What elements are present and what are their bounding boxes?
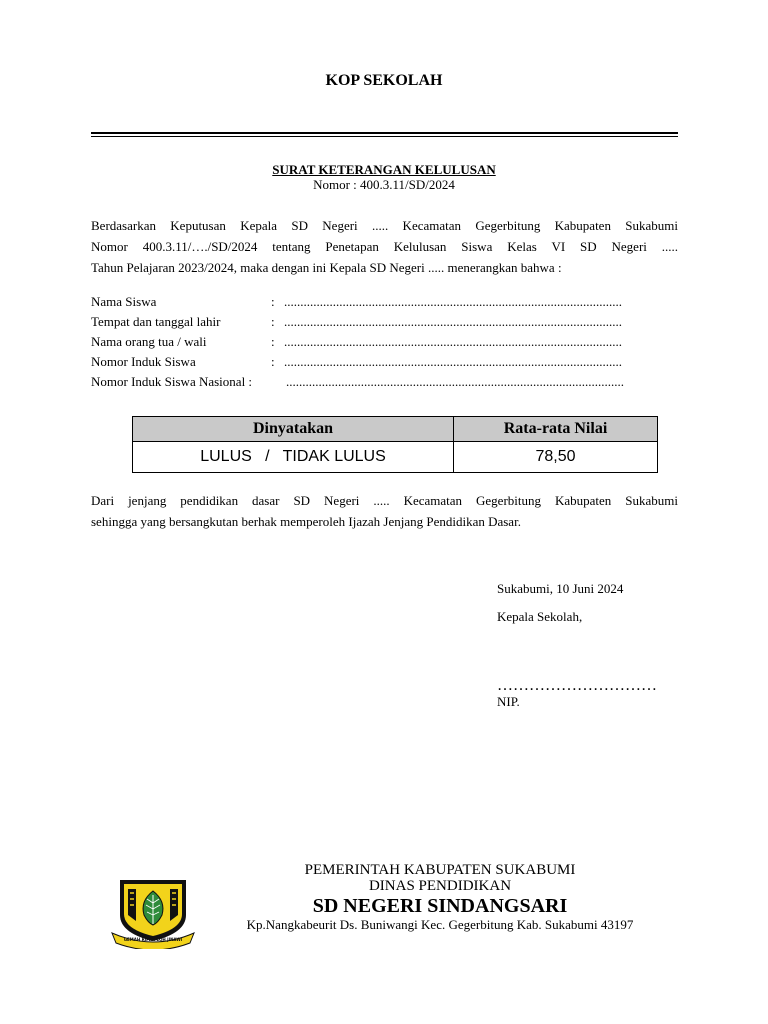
letterhead-double-rule-top bbox=[91, 132, 678, 134]
result-status: LULUS / TIDAK LULUS bbox=[200, 448, 386, 465]
signature-position: Kepala Sekolah, bbox=[497, 609, 583, 624]
intro-line-2: Nomor 400.3.11/…./SD/2024 tentang Penetapan Kelulusan Siswa Kelas VI SD Negeri ..... bbox=[91, 239, 678, 254]
field-colon: : bbox=[271, 314, 275, 329]
footer-government: PEMERINTAH KABUPATEN SUKABUMI bbox=[304, 862, 576, 878]
field-blank-parent-name: ........................................................................................................ bbox=[284, 334, 622, 349]
signature-name-blank: ………………………… bbox=[497, 677, 657, 694]
table-header-row bbox=[133, 417, 658, 442]
logo-ribbon-text: GEMAH RIPAH LOH JINAWI bbox=[123, 937, 183, 942]
field-blank-student-name: ........................................................................................................ bbox=[284, 294, 622, 309]
footer-department: DINAS PENDIDIKAN bbox=[368, 878, 512, 894]
intro-line-1: Berdasarkan Keputusan Kepala SD Negeri ..... Kecamatan Gegerbitung Kabupaten Sukabumi bbox=[91, 218, 678, 233]
letterhead-title: KOP SEKOLAH bbox=[325, 72, 443, 89]
signature-place-date: Sukabumi, 10 Juni 2024 bbox=[497, 581, 624, 596]
field-label-parent-name: Nama orang tua / wali bbox=[91, 334, 207, 349]
regency-emblem-logo bbox=[110, 877, 196, 949]
document-title: SURAT KETERANGAN KELULUSAN bbox=[272, 162, 496, 177]
field-blank-student-number: ........................................................................................................ bbox=[284, 354, 622, 369]
field-colon: : bbox=[271, 334, 275, 349]
table-header-average-score: Rata-rata Nilai bbox=[454, 417, 658, 442]
signature-nip: NIP. bbox=[497, 694, 520, 709]
closing-line-1: Dari jenjang pendidikan dasar SD Negeri ..... Kecamatan Gegerbitung Kabupaten Sukabumi bbox=[91, 493, 678, 508]
average-score-cell: 78,50 bbox=[454, 442, 658, 473]
field-label-student-number: Nomor Induk Siswa bbox=[91, 354, 196, 369]
footer-school-name: SD NEGERI SINDANGSARI bbox=[312, 895, 568, 917]
field-label-birth-place-date: Tempat dan tanggal lahir bbox=[91, 314, 221, 329]
closing-line-2: sehingga yang bersangkutan berhak memperoleh Ijazah Jenjang Pendidikan Dasar. bbox=[91, 514, 521, 529]
field-label-student-name: Nama Siswa bbox=[91, 294, 157, 309]
table-row bbox=[133, 442, 658, 473]
intro-paragraph bbox=[91, 215, 678, 278]
field-colon: : bbox=[271, 354, 275, 369]
result-status-cell bbox=[133, 442, 454, 473]
letterhead-double-rule-bottom bbox=[91, 136, 678, 137]
field-colon: : bbox=[271, 294, 275, 309]
field-blank-birth-place-date: ........................................................................................................ bbox=[284, 314, 622, 329]
field-blank-national-student-number: ........................................................................................................ bbox=[286, 374, 624, 389]
table-header-status: Dinyatakan bbox=[133, 417, 454, 442]
intro-line-3: Tahun Pelajaran 2023/2024, maka dengan ini Kepala SD Negeri ..... menerangkan bahwa : bbox=[91, 260, 562, 275]
graduation-result-table bbox=[132, 416, 658, 473]
footer-address: Kp.Nangkabeurit Ds. Buniwangi Kec. Gegerbitung Kab. Sukabumi 43197 bbox=[246, 917, 634, 932]
document-number: Nomor : 400.3.11/SD/2024 bbox=[313, 177, 455, 192]
field-label-national-student-number: Nomor Induk Siswa Nasional : bbox=[91, 374, 253, 389]
closing-paragraph bbox=[91, 490, 678, 532]
